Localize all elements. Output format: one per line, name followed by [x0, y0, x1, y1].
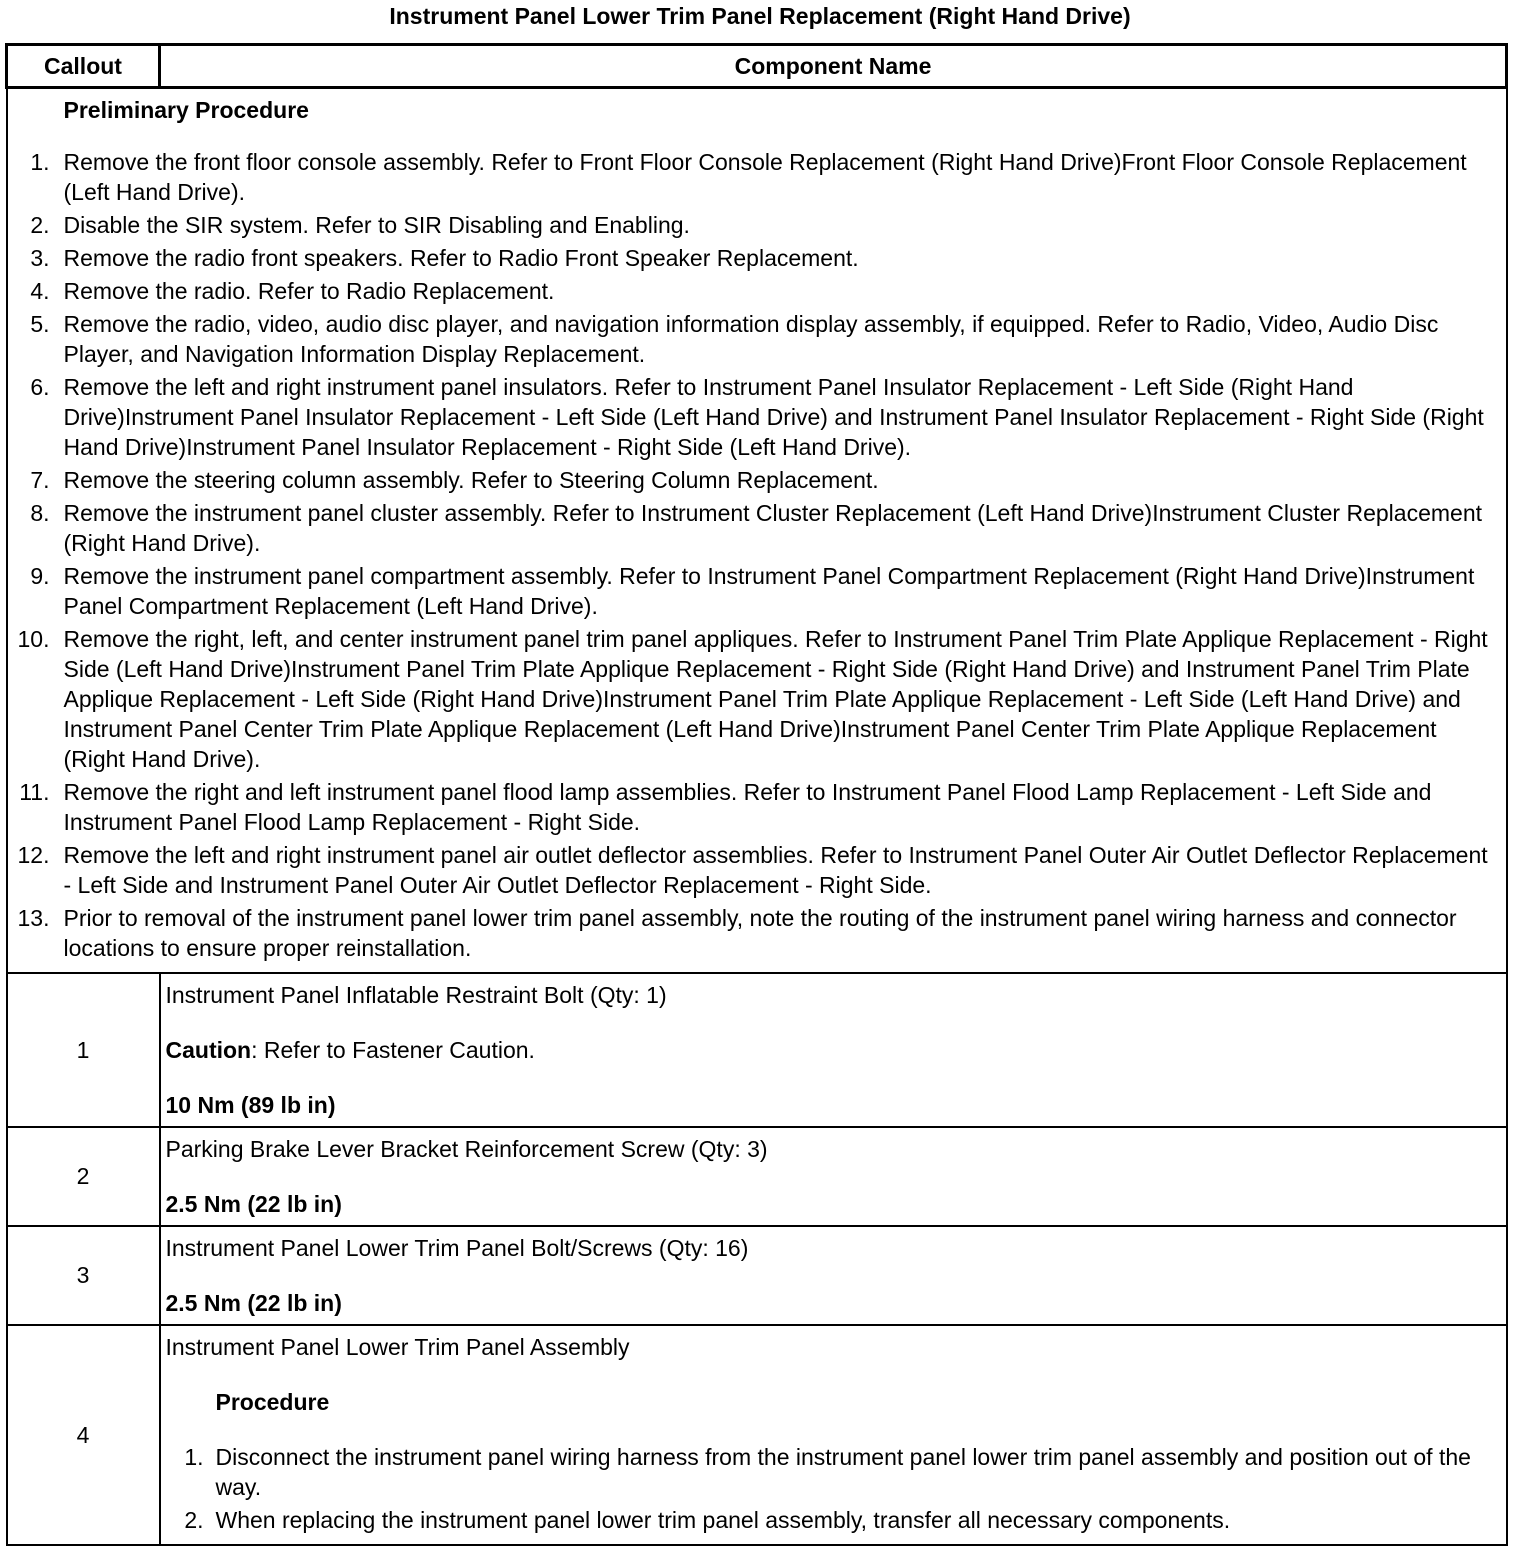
torque-spec: 2.5 Nm (22 lb in) [165, 1290, 342, 1316]
torque-spec: 2.5 Nm (22 lb in) [165, 1191, 342, 1217]
component-name: Parking Brake Lever Bracket Reinforcement Screw (Qty: 3) [165, 1136, 768, 1162]
procedure-step: 1. Disconnect the instrument panel wiring harness from the instrument panel lower trim panel assembly and position out of the way. [184, 1444, 1471, 1500]
preliminary-step: 9. Remove the instrument panel compartment assembly. Refer to Instrument Panel Compartment Replacement (Right Hand Drive)Instrument Panel Compartment Replacement (Left Hand Drive). [30, 563, 1475, 619]
component-cell [160, 973, 1507, 1127]
callout-number: 3 [7, 1226, 160, 1325]
component-cell [160, 1325, 1507, 1545]
caution-text: : Refer to Fastener Caution. [251, 1037, 535, 1063]
procedure-steps-list [166, 1442, 1500, 1535]
document-title: Instrument Panel Lower Trim Panel Replacement (Right Hand Drive) [389, 3, 1131, 29]
preliminary-step: 4. Remove the radio. Refer to Radio Replacement. [30, 278, 555, 304]
component-name: Instrument Panel Lower Trim Panel Bolt/Screws (Qty: 16) [165, 1235, 749, 1261]
preliminary-step: 6. Remove the left and right instrument panel insulators. Refer to Instrument Panel Insulator Replacement - Left Side (Right Hand Drive)Instrument Panel Insulator Replacement - Left Side (Left Hand Drive) and Instrument Panel Insulator Replacement - Right Side (Right Hand Drive)Instrument Panel Insulator Replacement - Right Side (Left Hand Drive). [30, 374, 1484, 460]
preliminary-steps-list [8, 147, 1500, 963]
preliminary-step: 11. Remove the right and left instrument panel flood lamp assemblies. Refer to Instrument Panel Flood Lamp Replacement - Left Side and Instrument Panel Flood Lamp Replacement - Right Side. [19, 779, 1432, 835]
component-table [5, 43, 1508, 1546]
header-component-name: Component Name [160, 45, 1507, 88]
component-name: Instrument Panel Lower Trim Panel Assembly [165, 1334, 630, 1360]
table-row [7, 973, 1507, 1127]
preliminary-step: 12. Remove the left and right instrument panel air outlet deflector assemblies. Refer to Instrument Panel Outer Air Outlet Deflector Replacement - Left Side and Instrument Panel Outer Air Outlet Deflector Replacement - Right Side. [17, 842, 1488, 898]
caution-label: Caution [165, 1037, 252, 1063]
table-row [7, 1127, 1507, 1226]
procedure-heading: Procedure [215, 1389, 330, 1415]
preliminary-step: 2. Disable the SIR system. Refer to SIR Disabling and Enabling. [30, 212, 690, 238]
component-name: Instrument Panel Inflatable Restraint Bolt (Qty: 1) [165, 982, 667, 1008]
table-row [7, 1226, 1507, 1325]
preliminary-step: 10. Remove the right, left, and center instrument panel trim panel appliques. Refer to Instrument Panel Trim Plate Applique Replacement - Right Side (Left Hand Drive)Instrument Panel Trim Plate Applique Replacement - Right Side (Right Hand Drive) and Instrument Panel Trim Plate Applique Replacement - Left Side (Right Hand Drive)Instrument Panel Trim Plate Applique Replacement - Left Side (Left Hand Drive) and Instrument Panel Center Trim Plate Applique Replacement (Left Hand Drive)Instrument Panel Center Trim Plate Applique Replacement (Right Hand Drive). [17, 626, 1488, 772]
header-callout: Callout [7, 45, 160, 88]
preliminary-procedure-heading: Preliminary Procedure [63, 97, 309, 123]
preliminary-step: 7. Remove the steering column assembly. Refer to Steering Column Replacement. [30, 467, 879, 493]
table-row [7, 1325, 1507, 1545]
preliminary-step: 1. Remove the front floor console assembly. Refer to Front Floor Console Replacement (Right Hand Drive)Front Floor Console Replacement (Left Hand Drive). [30, 149, 1467, 205]
table-header-row [7, 45, 1507, 88]
component-cell [160, 1226, 1507, 1325]
preliminary-step: 5. Remove the radio, video, audio disc player, and navigation information display assembly, if equipped. Refer to Radio, Video, Audio Disc Player, and Navigation Information Display Replacement. [30, 311, 1439, 367]
callout-number: 2 [7, 1127, 160, 1226]
preliminary-step: 3. Remove the radio front speakers. Refer to Radio Front Speaker Replacement. [30, 245, 859, 271]
preliminary-procedure-row [7, 88, 1507, 974]
preliminary-procedure-cell [7, 88, 1507, 974]
preliminary-step: 13. Prior to removal of the instrument panel lower trim panel assembly, note the routing of the instrument panel wiring harness and connector locations to ensure proper reinstallation. [17, 905, 1457, 961]
preliminary-step: 8. Remove the instrument panel cluster assembly. Refer to Instrument Cluster Replacement (Left Hand Drive)Instrument Cluster Replacement (Right Hand Drive). [30, 500, 1482, 556]
torque-spec: 10 Nm (89 lb in) [165, 1092, 336, 1118]
caution-note [166, 1035, 1500, 1065]
component-cell [160, 1127, 1507, 1226]
procedure-step: 2. When replacing the instrument panel lower trim panel assembly, transfer all necessary components. [184, 1507, 1231, 1533]
callout-number: 4 [7, 1325, 160, 1545]
callout-number: 1 [7, 973, 160, 1127]
